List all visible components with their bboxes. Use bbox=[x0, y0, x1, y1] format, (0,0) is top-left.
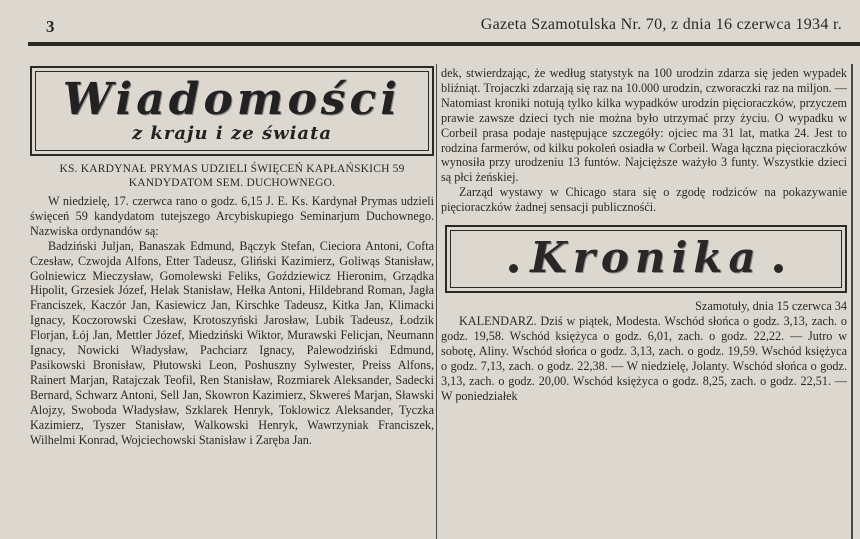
edge-rule bbox=[851, 64, 853, 539]
article-headline: KS. KARDYNAŁ PRYMAS UDZIELI ŚWIĘCEŃ KAPŁAŃSKICH 59 KANDYDATOM SEM. DUCHOWNEGO. bbox=[59, 163, 405, 189]
left-column bbox=[30, 66, 434, 447]
right-column bbox=[441, 66, 847, 404]
page-header bbox=[0, 0, 860, 44]
masthead: Gazeta Szamotulska Nr. 70, z dnia 16 czerwca 1934 r. bbox=[480, 16, 842, 33]
article-paragraph: W niedzielę, 17. czerwca rano o godz. 6,15 J. E. Ks. Kardynał Prymas udzieli święceń 59 kandydatom tutejszego Arcybiskupiego Seminarjum Duchownego. Nazwiska ordynandów są: bbox=[30, 194, 434, 238]
article-paragraph: Zarząd wystawy w Chicago stara się o zgodę rodziców na pokazywanie pięcioraczków żadnej sensacji publicznośći. bbox=[441, 185, 847, 215]
continued-paragraph: dek, stwierdzając, że według statystyk na 100 urodzin zdarza się jeden wypadek bliźniąt. Trojaczki zdarzają się raz na 10.000 urodzin, czworaczki raz na miljon. — Natomiast kroniki notują tylko kilka wypadków urodzin pięcioraczków, przyczem prawie zawsze dzieci tych nie można było utrzymać przy życiu. O wypadku w Corbeil prasa podaje następujące szczegóły: ojciec ma 31 lat, matka 24. Jest to rodzina farmerów, od kilku pokoleń osiadła w Corbeil. Waga łączna pięcioraczków wynosiła przy urodzeniu 13 funtów. Najcięższe ważyło 3 funty. Wszystkie dzieci są płci żeńskiej. bbox=[441, 66, 847, 185]
section-title: Wiadomości bbox=[62, 74, 402, 125]
page-number: 3 bbox=[46, 17, 55, 36]
kronika-title: Kronika bbox=[530, 233, 762, 283]
wiadomosci-banner bbox=[30, 66, 434, 156]
header-rule bbox=[28, 42, 860, 46]
bullet-icon bbox=[509, 264, 518, 273]
kronika-banner bbox=[445, 225, 847, 293]
names-list: Badziński Juljan, Banaszak Edmund, Bączyk Stefan, Cieciora Antoni, Cofta Czesław, Czwojda Alfons, Etter Tadeusz, Gliński Kazimierz, Goliwąs Stanisław, Golniewicz Mieczysław, Gomolewski Feliks, Goździewicz Hieronim, Grządka Hipolit, Grzesiek Józef, Helak Stanisław, Hełka Antoni, Hildebrand Roman, Jagła Franciszek, Kaczór Jan, Kasiewicz Jan, Kirschke Tadeusz, Kitka Jan, Klimacki Ignacy, Koczorowski Czesław, Krotoszyński Jarosław, Lubik Tadeusz, Łodzik Florjan, Łój Jan, Mettler Józef, Miedziński Wiktor, Murawski Felicjan, Neumann Ignacy, Nowicki Władysław, Pachciarz Ignacy, Palewodziński Edmund, Pasikowski Bronisław, Płutowski Leon, Poshuszny Sylwester, Preiss Alfons, Rainert Marjan, Ratajczak Teofil, Ren Stanisław, Rozmiarek Aleksander, Sadecki Bernard, Schwarz Antoni, Sell Jan, Skowron Kazimierz, Skwereś Marjan, Sławski Alojzy, Swoboda Władysław, Szklarek Henryk, Toklowicz Aleksander, Tyczka Kazimierz, Tyszer Stanisław, Walkowski Henryk, Wawrzyniak Franciszek, Wilhelmi Konrad, Wojciechowski Stanisław i Zaręba Jan. bbox=[30, 238, 434, 447]
dateline: Szamotuły, dnia 15 czerwca 34 bbox=[695, 299, 847, 314]
calendar-paragraph: KALENDARZ. Dziś w piątek, Modesta. Wschód słońca o godz. 3,13, zach. o godz. 19,58. Wschód księżyca o godz. 6,01, zach. o godz. 22,22. — Jutro w sobotę, Aliny. Wschód słońca o godz. 3,13, zach. o godz. 19,59. Wschód księżyca o godz. 7,13, zach. o godz. 22,38. — W niedzielę, Jolanty. Wschód słońca o godz. 3,13, zach. o godz. 20,00. Wschód księżyca o godz. 8,25, zach. o godz. 22,51. — W poniedziałek bbox=[441, 314, 847, 403]
column-divider bbox=[436, 64, 437, 539]
bullet-icon bbox=[774, 264, 783, 273]
section-subtitle: z kraju i ze świata bbox=[131, 123, 333, 144]
